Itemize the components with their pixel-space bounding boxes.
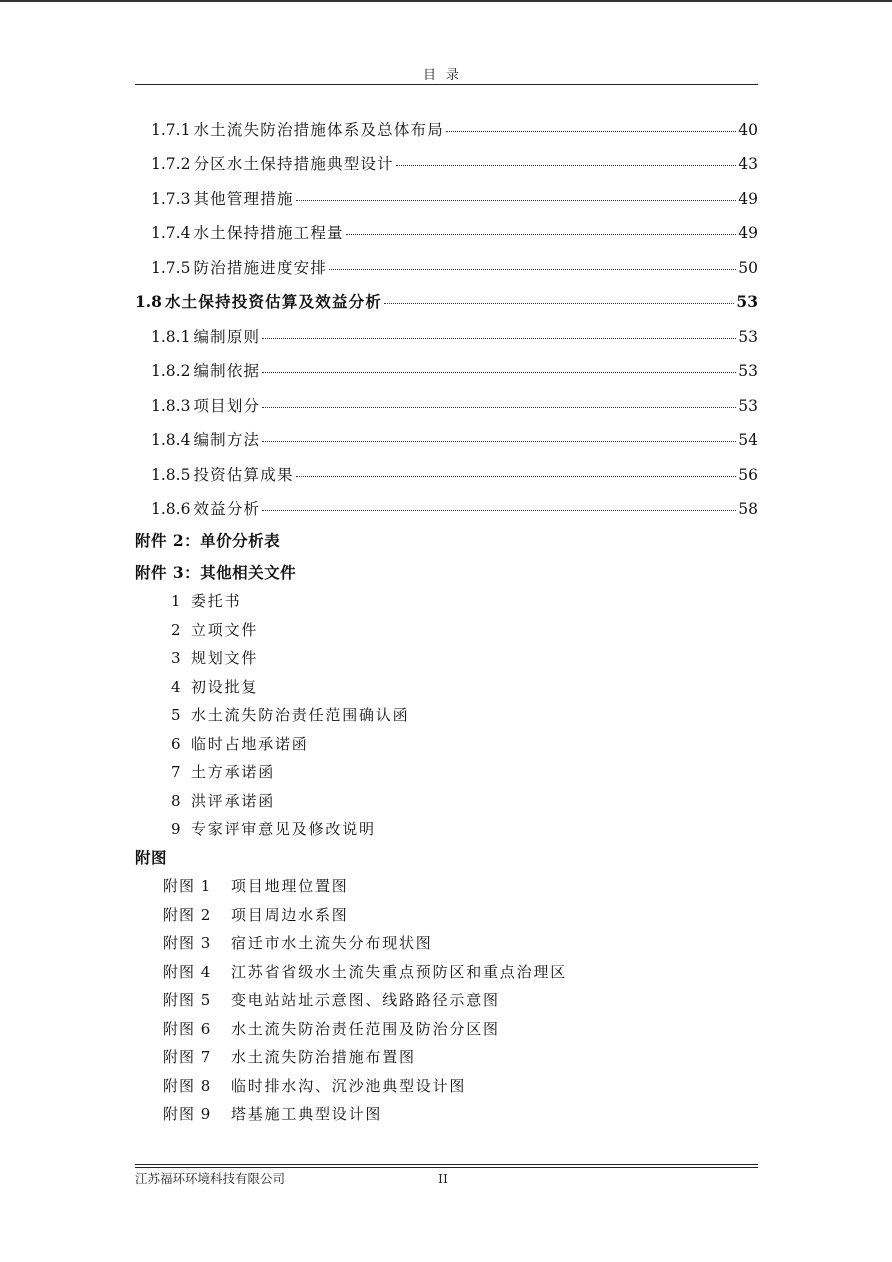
annex-3-item	[171, 590, 241, 612]
toc-number: 1.7.4	[151, 224, 191, 242]
toc-title: 效益分析	[193, 500, 261, 518]
item-number: 6	[171, 735, 183, 753]
toc-entry-1-7-3[interactable]	[151, 188, 758, 210]
toc-title: 防治措施进度安排	[193, 259, 328, 277]
toc-number: 1.8.5	[151, 466, 191, 484]
item-text: 委托书	[191, 592, 242, 610]
toc-entry-1-8-5[interactable]	[151, 464, 758, 486]
toc-title: 水土流失防治措施体系及总体布局	[193, 121, 444, 139]
figure-title: 变电站站址示意图、线路路径示意图	[231, 991, 500, 1009]
item-text: 立项文件	[191, 621, 259, 639]
figure-title: 项目周边水系图	[231, 906, 349, 924]
figure-item	[163, 904, 349, 926]
toc-page-number: 56	[738, 466, 758, 484]
toc-page-number: 53	[738, 397, 758, 415]
toc-dot-leader	[296, 476, 737, 477]
figure-item	[163, 1018, 500, 1040]
footer-page-number: II	[438, 1171, 448, 1186]
toc-dot-leader	[262, 372, 736, 373]
item-text: 洪评承诺函	[191, 792, 276, 810]
footer-rule	[135, 1164, 758, 1165]
toc-page-number: 49	[738, 190, 758, 208]
toc-dot-leader	[446, 131, 736, 132]
toc-title: 水土保持投资估算及效益分析	[164, 292, 383, 311]
figures-heading: 附图	[135, 848, 168, 867]
toc-page-number: 40	[738, 121, 758, 139]
figure-title: 临时排水沟、沉沙池典型设计图	[231, 1077, 467, 1095]
toc-dot-leader	[296, 200, 737, 201]
toc-title: 其他管理措施	[193, 190, 294, 208]
toc-title: 编制方法	[193, 431, 261, 449]
toc-number: 1.7.5	[151, 259, 191, 277]
figure-label: 附图 1	[163, 877, 212, 895]
toc-entry-1-8-1[interactable]	[151, 326, 758, 348]
figure-item	[163, 932, 433, 954]
toc-number: 1.8.3	[151, 397, 191, 415]
toc-page-number: 53	[738, 328, 758, 346]
toc-dot-leader	[384, 303, 734, 304]
toc-dot-leader	[396, 165, 736, 166]
toc-dot-leader	[262, 407, 736, 408]
toc-page-number: 43	[738, 155, 758, 173]
header-rule	[135, 84, 758, 85]
figure-title: 项目地理位置图	[231, 877, 349, 895]
item-number: 7	[171, 763, 183, 781]
toc-page-number: 54	[738, 431, 758, 449]
toc-number: 1.8.6	[151, 500, 191, 518]
footer-company-name: 江苏福环环境科技有限公司	[135, 1171, 286, 1186]
figure-title: 塔基施工典型设计图	[231, 1105, 383, 1123]
toc-title: 水土保持措施工程量	[193, 224, 344, 242]
annex-3-item	[171, 619, 258, 641]
toc-title: 投资估算成果	[193, 466, 294, 484]
toc-number: 1.7.2	[151, 155, 191, 173]
item-number: 8	[171, 792, 183, 810]
figure-item	[163, 1046, 416, 1068]
toc-entry-1-7-5[interactable]	[151, 257, 758, 279]
toc-entry-1-8[interactable]	[135, 291, 758, 313]
item-text: 专家评审意见及修改说明	[191, 820, 376, 838]
footer-rule	[135, 1167, 758, 1168]
item-text: 临时占地承诺函	[191, 735, 309, 753]
item-number: 9	[171, 820, 183, 838]
toc-title: 项目划分	[193, 397, 261, 415]
toc-dot-leader	[262, 510, 736, 511]
item-number: 2	[171, 621, 183, 639]
toc-entry-1-7-4[interactable]	[151, 222, 758, 244]
figure-item	[163, 1075, 466, 1097]
figure-label: 附图 2	[163, 906, 212, 924]
item-text: 土方承诺函	[191, 763, 276, 781]
figure-label: 附图 5	[163, 991, 212, 1009]
figure-item	[163, 989, 500, 1011]
toc-page-number: 50	[738, 259, 758, 277]
annex-3-item	[171, 818, 376, 840]
toc-entry-1-8-3[interactable]	[151, 395, 758, 417]
annex-3-item	[171, 704, 409, 726]
toc-number: 1.7.1	[151, 121, 191, 139]
item-number: 5	[171, 706, 183, 724]
figure-title: 水土流失防治措施布置图	[231, 1048, 416, 1066]
annex-3-item	[171, 647, 258, 669]
figure-label: 附图 8	[163, 1077, 212, 1095]
page-header-title: 目录	[422, 68, 469, 83]
toc-page-number: 53	[736, 292, 758, 311]
toc-number: 1.8.2	[151, 362, 191, 380]
page-top-edge	[0, 0, 892, 2]
item-text: 水土流失防治责任范围确认函	[191, 706, 410, 724]
figure-title: 水土流失防治责任范围及防治分区图	[231, 1020, 500, 1038]
annex-3-item	[171, 761, 275, 783]
item-number: 4	[171, 678, 183, 696]
figure-item	[163, 1103, 382, 1125]
annex-2-heading: 附件 2：单价分析表	[135, 531, 281, 550]
figure-title: 江苏省省级水土流失重点预防区和重点治理区	[231, 963, 568, 981]
figure-label: 附图 3	[163, 934, 212, 952]
figure-title: 宿迁市水土流失分布现状图	[231, 934, 433, 952]
toc-dot-leader	[346, 234, 737, 235]
toc-entry-1-7-2[interactable]	[151, 153, 758, 175]
item-number: 1	[171, 592, 183, 610]
toc-entry-1-8-2[interactable]	[151, 360, 758, 382]
toc-number: 1.8.4	[151, 431, 191, 449]
figure-label: 附图 4	[163, 963, 212, 981]
figure-item	[163, 961, 567, 983]
item-text: 初设批复	[191, 678, 259, 696]
toc-dot-leader	[262, 441, 736, 442]
annex-3-item	[171, 676, 258, 698]
toc-number: 1.8.1	[151, 328, 191, 346]
annex-3-heading: 附件 3：其他相关文件	[135, 563, 297, 582]
toc-page-number: 53	[738, 362, 758, 380]
toc-number: 1.7.3	[151, 190, 191, 208]
toc-dot-leader	[329, 269, 736, 270]
toc-page-number: 49	[738, 224, 758, 242]
toc-entry-1-8-6[interactable]	[151, 498, 758, 520]
toc-entry-1-7-1[interactable]	[151, 119, 758, 141]
annex-3-item	[171, 733, 309, 755]
toc-page-number: 58	[738, 500, 758, 518]
toc-title: 分区水土保持措施典型设计	[193, 155, 394, 173]
toc-dot-leader	[262, 338, 736, 339]
item-text: 规划文件	[191, 649, 259, 667]
annex-3-item	[171, 790, 275, 812]
toc-number: 1.8	[135, 292, 162, 311]
figure-item	[163, 875, 349, 897]
item-number: 3	[171, 649, 183, 667]
figure-label: 附图 6	[163, 1020, 212, 1038]
figure-label: 附图 9	[163, 1105, 212, 1123]
figure-label: 附图 7	[163, 1048, 212, 1066]
toc-entry-1-8-4[interactable]	[151, 429, 758, 451]
toc-title: 编制原则	[193, 328, 261, 346]
toc-title: 编制依据	[193, 362, 261, 380]
